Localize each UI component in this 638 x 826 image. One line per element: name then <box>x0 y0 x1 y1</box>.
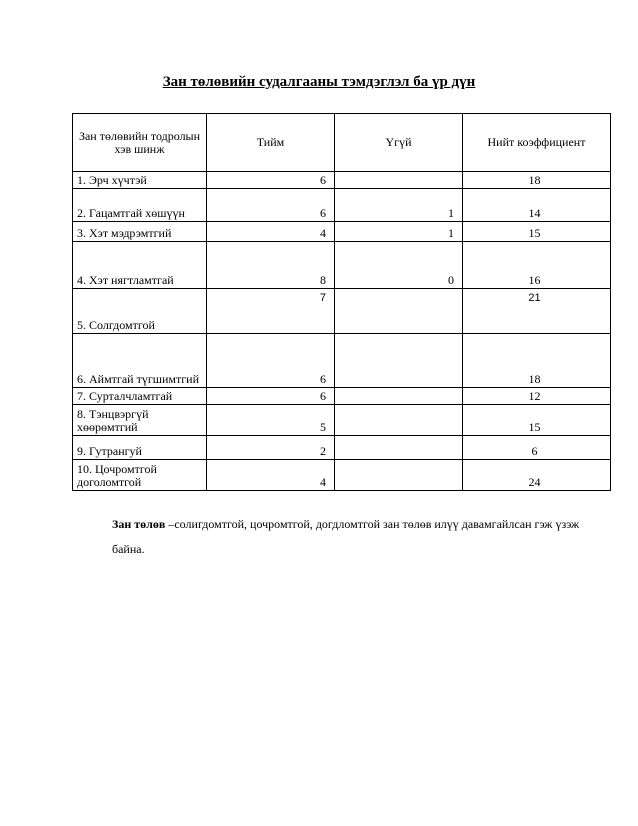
table-row <box>73 388 611 405</box>
row-yes: 6 <box>207 388 335 405</box>
table-row <box>73 436 611 460</box>
conclusion-text: –солигдомтгой, цочромтгой, догдломтгой зан төлөв илүү давамгайлсан гэж үзэж байна. <box>112 517 580 556</box>
row-label: 8. Тэнцвэргүй хөөрөмтгий <box>73 405 207 436</box>
row-total: 6 <box>463 436 611 460</box>
row-total: 21 <box>463 289 611 334</box>
row-label: 3. Хэт мэдрэмтгий <box>73 222 207 242</box>
header-total: Нийт коэффициент <box>463 114 611 172</box>
row-yes: 5 <box>207 405 335 436</box>
table-row <box>73 242 611 289</box>
row-label: 9. Гутрангуй <box>73 436 207 460</box>
row-label: 5. Солгдомтгой <box>73 289 207 334</box>
row-yes: 4 <box>207 460 335 491</box>
row-total: 18 <box>463 334 611 388</box>
row-no <box>335 289 463 334</box>
row-yes: 4 <box>207 222 335 242</box>
row-yes: 6 <box>207 189 335 222</box>
header-type: Зан төлөвийн тодролын хэв шинж <box>73 114 207 172</box>
row-no <box>335 172 463 189</box>
row-label: 1. Эрч хүчтэй <box>73 172 207 189</box>
row-total: 24 <box>463 460 611 491</box>
row-label: 2. Гацамтгай хөшүүн <box>73 189 207 222</box>
row-label: 6. Аймтгай түгшимтгий <box>73 334 207 388</box>
row-no: 0 <box>335 242 463 289</box>
row-yes: 2 <box>207 436 335 460</box>
table-row <box>73 222 611 242</box>
header-no: Үгүй <box>335 114 463 172</box>
row-total: 15 <box>463 405 611 436</box>
row-no: 1 <box>335 222 463 242</box>
results-table <box>72 113 611 491</box>
row-label: 7. Сурталчламтгай <box>73 388 207 405</box>
header-yes: Тийм <box>207 114 335 172</box>
row-yes: 8 <box>207 242 335 289</box>
row-yes: 6 <box>207 172 335 189</box>
table-row <box>73 172 611 189</box>
row-label: 4. Хэт нягтламтгай <box>73 242 207 289</box>
row-yes: 7 <box>207 289 335 334</box>
row-no <box>335 405 463 436</box>
row-total: 15 <box>463 222 611 242</box>
row-total: 18 <box>463 172 611 189</box>
page-title: Зан төлөвийн судалгааны тэмдэглэл ба үр дүн <box>162 74 476 90</box>
table-row <box>73 405 611 436</box>
row-label: 10. Цочромтгой доголомтгой <box>73 460 207 491</box>
table-header-row <box>73 114 611 172</box>
row-no <box>335 460 463 491</box>
row-yes: 6 <box>207 334 335 388</box>
row-no <box>335 388 463 405</box>
conclusion-paragraph <box>112 512 582 562</box>
table-row <box>73 334 611 388</box>
table-row <box>73 189 611 222</box>
row-total: 16 <box>463 242 611 289</box>
row-no <box>335 334 463 388</box>
conclusion-bold-term: Зан төлөв <box>112 517 166 531</box>
row-total: 14 <box>463 189 611 222</box>
table-row <box>73 460 611 491</box>
row-no: 1 <box>335 189 463 222</box>
row-total: 12 <box>463 388 611 405</box>
row-no <box>335 436 463 460</box>
table-row <box>73 289 611 334</box>
